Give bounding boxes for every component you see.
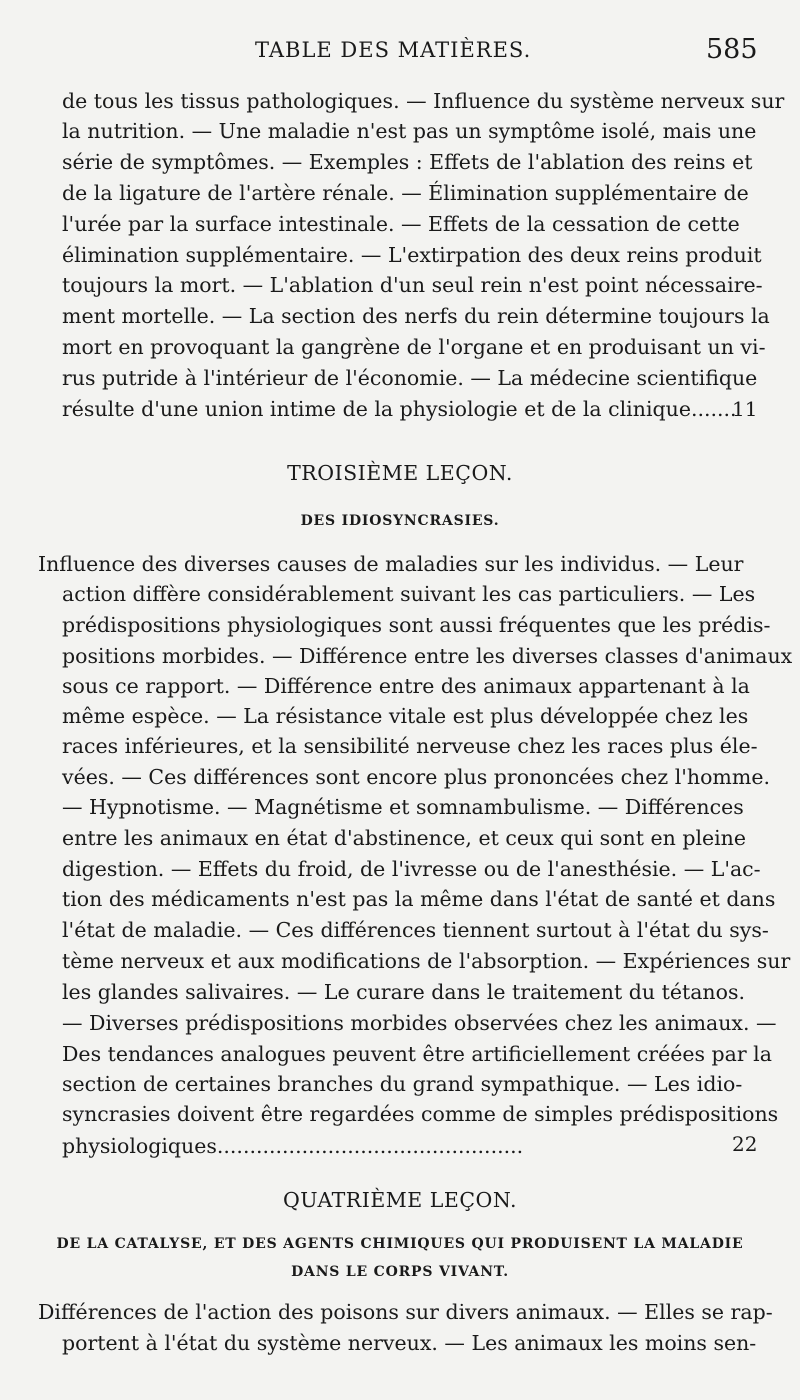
text-line: de tous les tissus pathologiques. — Influence du système nerveux sur bbox=[62, 89, 785, 113]
text-line: section de certaines branches du grand sympathique. — Les idio- bbox=[62, 1072, 743, 1096]
text-line: tion des médicaments n'est pas la même dans l'état de santé et dans bbox=[62, 887, 776, 911]
text-line: vées. — Ces différences sont encore plus prononcées chez l'homme. bbox=[62, 765, 770, 789]
text-line: élimination supplémentaire. — L'extirpation des deux reins produit bbox=[62, 243, 762, 267]
page-number: 585 bbox=[706, 34, 758, 65]
text-line: physiologiques............................................... bbox=[62, 1134, 524, 1158]
lecon-title: QUATRIÈME LEÇON. bbox=[283, 1188, 517, 1212]
text-line: Influence des diverses causes de maladies sur les individus. — Leur bbox=[38, 552, 744, 576]
running-head bbox=[0, 32, 800, 72]
text-line: série de symptômes. — Exemples : Effets de l'ablation des reins et bbox=[62, 150, 753, 174]
text-line: l'urée par la surface intestinale. — Effets de la cessation de cette bbox=[62, 212, 740, 236]
text-line: Des tendances analogues peuvent être artificiellement créées par la bbox=[62, 1042, 772, 1066]
text-line: syncrasies doivent être regardées comme de simples prédispositions bbox=[62, 1102, 779, 1126]
lecon-subtitle: DES IDIOSYNCRASIES. bbox=[300, 513, 500, 529]
text-line: toujours la mort. — L'ablation d'un seul rein n'est point nécessaire- bbox=[62, 273, 763, 297]
text-line: digestion. — Effets du froid, de l'ivresse ou de l'anesthésie. — L'ac- bbox=[62, 857, 761, 881]
text-line: entre les animaux en état d'abstinence, et ceux qui sont en pleine bbox=[62, 826, 747, 850]
text-line: sous ce rapport. — Différence entre des animaux appartenant à la bbox=[62, 674, 750, 698]
text-line: rus putride à l'intérieur de l'économie. — La médecine scientifique bbox=[62, 366, 758, 390]
text-line: mort en provoquant la gangrène de l'organe et en produisant un vi- bbox=[62, 335, 766, 359]
text-line: résulte d'une union intime de la physiologie et de la clinique....... bbox=[62, 397, 737, 421]
text-line: prédispositions physiologiques sont aussi fréquentes que les prédis- bbox=[62, 613, 771, 637]
running-title: TABLE DES MATIÈRES. bbox=[255, 38, 532, 62]
text-line: action diffère considérablement suivant les cas particuliers. — Les bbox=[62, 582, 756, 606]
text-line: les glandes salivaires. — Le curare dans le traitement du tétanos. bbox=[62, 980, 746, 1004]
text-line: l'état de maladie. — Ces différences tiennent surtout à l'état du sys- bbox=[62, 918, 769, 942]
text-line: de la ligature de l'artère rénale. — Élimination supplémentaire de bbox=[62, 181, 749, 205]
text-line: races inférieures, et la sensibilité nerveuse chez les races plus éle- bbox=[62, 734, 758, 758]
text-line: positions morbides. — Différence entre les diverses classes d'animaux bbox=[62, 644, 793, 668]
text-line: ment mortelle. — La section des nerfs du rein détermine toujours la bbox=[62, 304, 770, 328]
lecon-subtitle: DE LA CATALYSE, ET DES AGENTS CHIMIQUES QUI PRODUISENT LA MALADIE bbox=[56, 1236, 744, 1252]
text-line: — Diverses prédispositions morbides observées chez les animaux. — bbox=[62, 1011, 777, 1035]
text-line: portent à l'état du système nerveux. — Les animaux les moins sen- bbox=[62, 1331, 757, 1355]
lecon-subtitle: DANS LE CORPS VIVANT. bbox=[291, 1264, 509, 1280]
text-line: — Hypnotisme. — Magnétisme et somnambulisme. — Différences bbox=[62, 795, 744, 819]
page-reference: 22 bbox=[732, 1132, 758, 1156]
text-line: Différences de l'action des poisons sur divers animaux. — Elles se rap- bbox=[38, 1300, 773, 1324]
page-reference: 11 bbox=[732, 397, 758, 421]
text-line: la nutrition. — Une maladie n'est pas un symptôme isolé, mais une bbox=[62, 119, 757, 143]
text-line: même espèce. — La résistance vitale est plus développée chez les bbox=[62, 704, 749, 728]
text-line: tème nerveux et aux modifications de l'absorption. — Expériences sur bbox=[62, 949, 791, 973]
lecon-title: TROISIÈME LEÇON. bbox=[287, 461, 513, 485]
